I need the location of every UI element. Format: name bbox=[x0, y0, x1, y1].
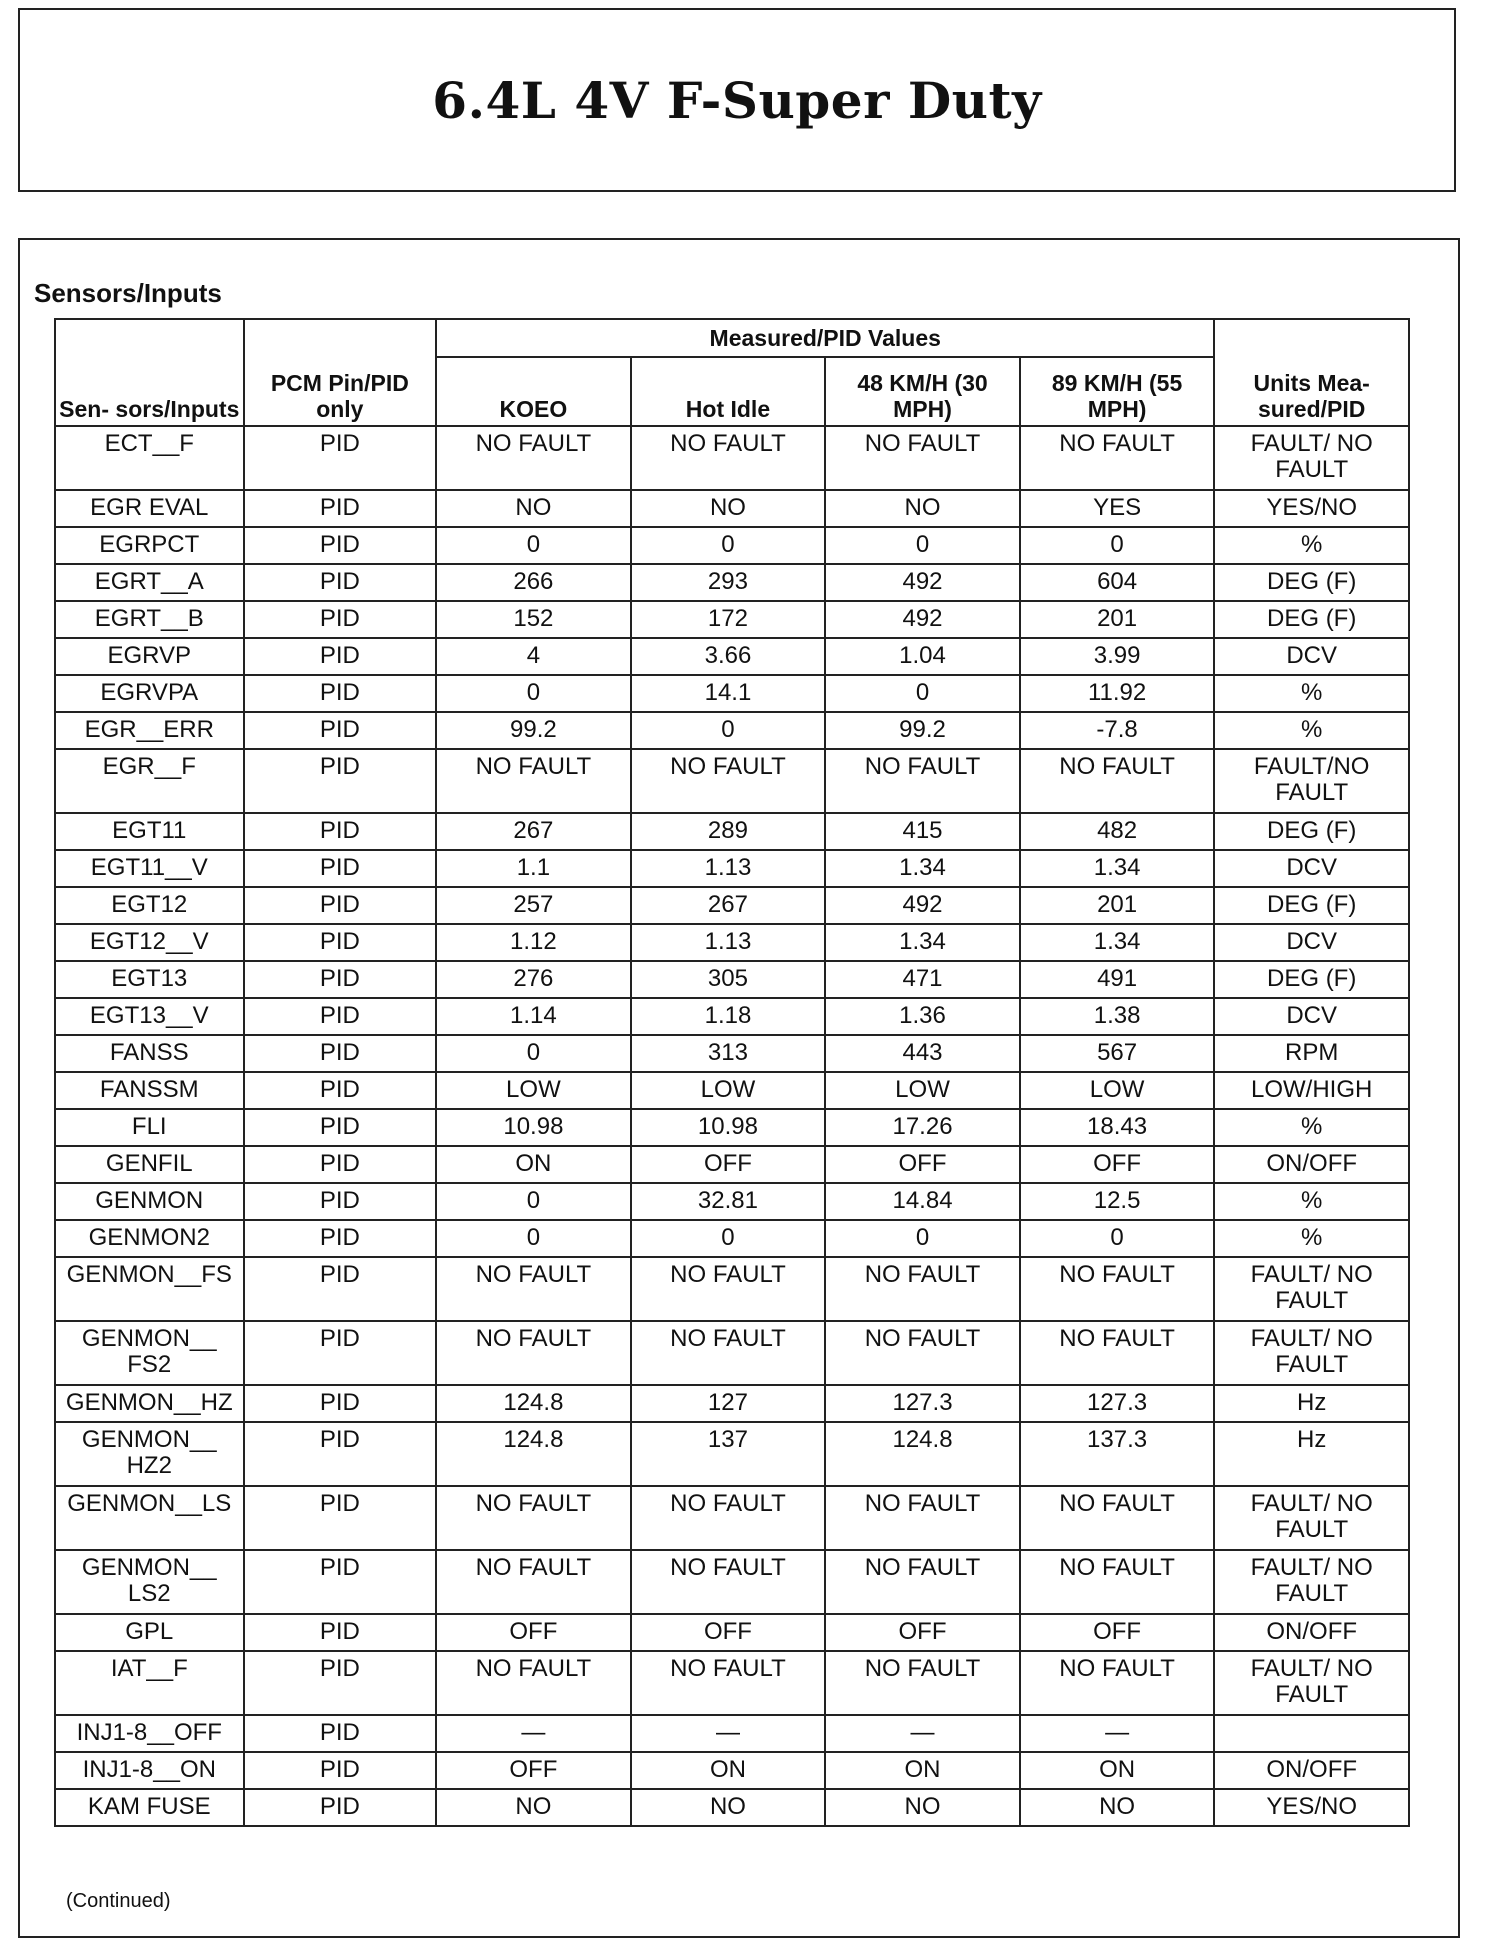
cell-sensor: EGRT__B bbox=[55, 601, 244, 638]
cell-89kmh: OFF bbox=[1020, 1146, 1215, 1183]
cell-pcm-pin: PID bbox=[244, 887, 437, 924]
cell-pcm-pin: PID bbox=[244, 998, 437, 1035]
cell-koeo: 4 bbox=[436, 638, 631, 675]
cell-koeo: LOW bbox=[436, 1072, 631, 1109]
cell-48kmh: 17.26 bbox=[825, 1109, 1020, 1146]
cell-sensor: EGRVP bbox=[55, 638, 244, 675]
cell-pcm-pin: PID bbox=[244, 1651, 437, 1715]
cell-89kmh: NO FAULT bbox=[1020, 426, 1215, 490]
continued-note: (Continued) bbox=[66, 1890, 171, 1912]
cell-sensor: FANSSM bbox=[55, 1072, 244, 1109]
cell-sensor: GPL bbox=[55, 1614, 244, 1651]
cell-units: FAULT/ NO FAULT bbox=[1214, 426, 1409, 490]
table-row bbox=[55, 1385, 1409, 1422]
table-row bbox=[55, 1035, 1409, 1072]
cell-units: FAULT/NO FAULT bbox=[1214, 749, 1409, 813]
cell-sensor: GENMON__FS bbox=[55, 1257, 244, 1321]
cell-hot-idle: 32.81 bbox=[631, 1183, 826, 1220]
cell-hot-idle: 127 bbox=[631, 1385, 826, 1422]
cell-48kmh: 443 bbox=[825, 1035, 1020, 1072]
cell-units: Hz bbox=[1214, 1385, 1409, 1422]
cell-sensor: GENMON__ HZ2 bbox=[55, 1422, 244, 1486]
cell-89kmh: -7.8 bbox=[1020, 712, 1215, 749]
cell-sensor: EGR__ERR bbox=[55, 712, 244, 749]
cell-48kmh: NO FAULT bbox=[825, 1257, 1020, 1321]
section-title: Sensors/Inputs bbox=[34, 278, 222, 308]
table-row bbox=[55, 564, 1409, 601]
cell-pcm-pin: PID bbox=[244, 1183, 437, 1220]
header-units: Units Mea- sured/PID bbox=[1214, 319, 1409, 426]
cell-89kmh: 0 bbox=[1020, 527, 1215, 564]
table-row bbox=[55, 850, 1409, 887]
cell-89kmh: 491 bbox=[1020, 961, 1215, 998]
cell-sensor: EGR__F bbox=[55, 749, 244, 813]
cell-pcm-pin: PID bbox=[244, 1715, 437, 1752]
cell-koeo: NO FAULT bbox=[436, 1486, 631, 1550]
cell-hot-idle: 289 bbox=[631, 813, 826, 850]
cell-48kmh: NO bbox=[825, 1789, 1020, 1826]
table-row bbox=[55, 1486, 1409, 1550]
cell-89kmh: 201 bbox=[1020, 601, 1215, 638]
cell-hot-idle: 0 bbox=[631, 1220, 826, 1257]
cell-pcm-pin: PID bbox=[244, 638, 437, 675]
cell-48kmh: 99.2 bbox=[825, 712, 1020, 749]
cell-sensor: EGR EVAL bbox=[55, 490, 244, 527]
cell-89kmh: NO FAULT bbox=[1020, 1550, 1215, 1614]
cell-hot-idle: NO FAULT bbox=[631, 749, 826, 813]
cell-koeo: NO FAULT bbox=[436, 1550, 631, 1614]
cell-units: ON/OFF bbox=[1214, 1614, 1409, 1651]
cell-pcm-pin: PID bbox=[244, 564, 437, 601]
cell-hot-idle: 0 bbox=[631, 527, 826, 564]
cell-koeo: NO FAULT bbox=[436, 426, 631, 490]
cell-pcm-pin: PID bbox=[244, 1146, 437, 1183]
table-row bbox=[55, 1789, 1409, 1826]
header-sensors: Sen- sors/Inputs bbox=[55, 319, 244, 426]
cell-sensor: GENFIL bbox=[55, 1146, 244, 1183]
table-row bbox=[55, 1614, 1409, 1651]
cell-48kmh: NO FAULT bbox=[825, 1321, 1020, 1385]
table-row bbox=[55, 1715, 1409, 1752]
cell-koeo: NO FAULT bbox=[436, 1321, 631, 1385]
cell-hot-idle: OFF bbox=[631, 1146, 826, 1183]
cell-89kmh: OFF bbox=[1020, 1614, 1215, 1651]
cell-48kmh: 492 bbox=[825, 601, 1020, 638]
cell-48kmh: 492 bbox=[825, 564, 1020, 601]
table-row bbox=[55, 426, 1409, 490]
cell-units: FAULT/ NO FAULT bbox=[1214, 1321, 1409, 1385]
cell-89kmh: NO FAULT bbox=[1020, 1321, 1215, 1385]
cell-hot-idle: 10.98 bbox=[631, 1109, 826, 1146]
cell-units bbox=[1214, 1715, 1409, 1752]
cell-units: YES/NO bbox=[1214, 490, 1409, 527]
table-row bbox=[55, 1220, 1409, 1257]
header-hot-idle: Hot Idle bbox=[631, 357, 826, 426]
cell-units: % bbox=[1214, 1220, 1409, 1257]
cell-pcm-pin: PID bbox=[244, 749, 437, 813]
cell-koeo: — bbox=[436, 1715, 631, 1752]
cell-pcm-pin: PID bbox=[244, 813, 437, 850]
cell-hot-idle: NO FAULT bbox=[631, 1550, 826, 1614]
cell-units: RPM bbox=[1214, 1035, 1409, 1072]
cell-48kmh: NO bbox=[825, 490, 1020, 527]
cell-koeo: 99.2 bbox=[436, 712, 631, 749]
table-row bbox=[55, 1651, 1409, 1715]
table-row bbox=[55, 1752, 1409, 1789]
cell-48kmh: 0 bbox=[825, 527, 1020, 564]
cell-hot-idle: NO FAULT bbox=[631, 1257, 826, 1321]
table-row bbox=[55, 1321, 1409, 1385]
cell-units: % bbox=[1214, 675, 1409, 712]
cell-koeo: 266 bbox=[436, 564, 631, 601]
cell-89kmh: YES bbox=[1020, 490, 1215, 527]
table-row bbox=[55, 1109, 1409, 1146]
table-row bbox=[55, 527, 1409, 564]
cell-89kmh: 137.3 bbox=[1020, 1422, 1215, 1486]
cell-koeo: ON bbox=[436, 1146, 631, 1183]
cell-sensor: ECT__F bbox=[55, 426, 244, 490]
cell-units: Hz bbox=[1214, 1422, 1409, 1486]
table-row bbox=[55, 1422, 1409, 1486]
cell-koeo: NO bbox=[436, 1789, 631, 1826]
cell-koeo: NO FAULT bbox=[436, 1651, 631, 1715]
table-row bbox=[55, 998, 1409, 1035]
cell-units: % bbox=[1214, 712, 1409, 749]
cell-koeo: 152 bbox=[436, 601, 631, 638]
cell-pcm-pin: PID bbox=[244, 1035, 437, 1072]
cell-hot-idle: 313 bbox=[631, 1035, 826, 1072]
cell-89kmh: 201 bbox=[1020, 887, 1215, 924]
cell-units: DCV bbox=[1214, 850, 1409, 887]
cell-sensor: GENMON2 bbox=[55, 1220, 244, 1257]
cell-48kmh: 1.36 bbox=[825, 998, 1020, 1035]
table-row bbox=[55, 601, 1409, 638]
cell-units: DEG (F) bbox=[1214, 564, 1409, 601]
cell-89kmh: 1.34 bbox=[1020, 924, 1215, 961]
cell-pcm-pin: PID bbox=[244, 1486, 437, 1550]
table-row bbox=[55, 1072, 1409, 1109]
cell-pcm-pin: PID bbox=[244, 1614, 437, 1651]
cell-89kmh: ON bbox=[1020, 1752, 1215, 1789]
cell-units: DEG (F) bbox=[1214, 887, 1409, 924]
cell-48kmh: OFF bbox=[825, 1614, 1020, 1651]
table-row bbox=[55, 1183, 1409, 1220]
cell-koeo: 267 bbox=[436, 813, 631, 850]
cell-pcm-pin: PID bbox=[244, 924, 437, 961]
table-row bbox=[55, 675, 1409, 712]
cell-units: FAULT/ NO FAULT bbox=[1214, 1257, 1409, 1321]
cell-sensor: EGT11__V bbox=[55, 850, 244, 887]
cell-koeo: 124.8 bbox=[436, 1385, 631, 1422]
cell-hot-idle: 137 bbox=[631, 1422, 826, 1486]
cell-koeo: 0 bbox=[436, 1035, 631, 1072]
cell-48kmh: NO FAULT bbox=[825, 426, 1020, 490]
table-row bbox=[55, 887, 1409, 924]
cell-units: DEG (F) bbox=[1214, 961, 1409, 998]
cell-koeo: 257 bbox=[436, 887, 631, 924]
cell-pcm-pin: PID bbox=[244, 1109, 437, 1146]
cell-hot-idle: 1.13 bbox=[631, 924, 826, 961]
cell-pcm-pin: PID bbox=[244, 1422, 437, 1486]
cell-48kmh: 492 bbox=[825, 887, 1020, 924]
cell-sensor: EGT12 bbox=[55, 887, 244, 924]
cell-units: DCV bbox=[1214, 924, 1409, 961]
cell-units: FAULT/ NO FAULT bbox=[1214, 1651, 1409, 1715]
title-box bbox=[18, 8, 1456, 192]
cell-sensor: GENMON bbox=[55, 1183, 244, 1220]
cell-sensor: EGT13 bbox=[55, 961, 244, 998]
cell-48kmh: 1.04 bbox=[825, 638, 1020, 675]
cell-sensor: EGT13__V bbox=[55, 998, 244, 1035]
cell-units: DEG (F) bbox=[1214, 601, 1409, 638]
table-row bbox=[55, 1146, 1409, 1183]
cell-89kmh: NO FAULT bbox=[1020, 1651, 1215, 1715]
cell-sensor: FLI bbox=[55, 1109, 244, 1146]
cell-48kmh: 1.34 bbox=[825, 850, 1020, 887]
cell-koeo: NO FAULT bbox=[436, 1257, 631, 1321]
cell-hot-idle: 172 bbox=[631, 601, 826, 638]
cell-units: % bbox=[1214, 1183, 1409, 1220]
cell-hot-idle: 305 bbox=[631, 961, 826, 998]
cell-89kmh: 1.34 bbox=[1020, 850, 1215, 887]
cell-pcm-pin: PID bbox=[244, 712, 437, 749]
cell-koeo: 1.14 bbox=[436, 998, 631, 1035]
cell-koeo: 1.12 bbox=[436, 924, 631, 961]
cell-units: DEG (F) bbox=[1214, 813, 1409, 850]
cell-hot-idle: NO FAULT bbox=[631, 426, 826, 490]
cell-koeo: 0 bbox=[436, 1183, 631, 1220]
cell-89kmh: 0 bbox=[1020, 1220, 1215, 1257]
cell-48kmh: OFF bbox=[825, 1146, 1020, 1183]
cell-sensor: EGRVPA bbox=[55, 675, 244, 712]
cell-48kmh: 0 bbox=[825, 1220, 1020, 1257]
cell-hot-idle: 0 bbox=[631, 712, 826, 749]
cell-48kmh: NO FAULT bbox=[825, 1550, 1020, 1614]
table-row bbox=[55, 924, 1409, 961]
cell-units: DCV bbox=[1214, 638, 1409, 675]
cell-hot-idle: 1.13 bbox=[631, 850, 826, 887]
table-row bbox=[55, 813, 1409, 850]
cell-sensor: KAM FUSE bbox=[55, 1789, 244, 1826]
cell-hot-idle: NO FAULT bbox=[631, 1651, 826, 1715]
cell-sensor: EGT12__V bbox=[55, 924, 244, 961]
table-row bbox=[55, 1257, 1409, 1321]
page-title: 6.4L 4V F-Super Duty bbox=[432, 70, 1042, 130]
header-89kmh: 89 KM/H (55 MPH) bbox=[1020, 357, 1215, 426]
cell-pcm-pin: PID bbox=[244, 1257, 437, 1321]
cell-sensor: GENMON__HZ bbox=[55, 1385, 244, 1422]
cell-89kmh: 18.43 bbox=[1020, 1109, 1215, 1146]
cell-hot-idle: NO FAULT bbox=[631, 1321, 826, 1385]
cell-hot-idle: NO FAULT bbox=[631, 1486, 826, 1550]
cell-koeo: NO bbox=[436, 490, 631, 527]
cell-units: FAULT/ NO FAULT bbox=[1214, 1486, 1409, 1550]
cell-koeo: 1.1 bbox=[436, 850, 631, 887]
cell-48kmh: ON bbox=[825, 1752, 1020, 1789]
cell-units: ON/OFF bbox=[1214, 1752, 1409, 1789]
cell-sensor: GENMON__ FS2 bbox=[55, 1321, 244, 1385]
cell-sensor: FANSS bbox=[55, 1035, 244, 1072]
cell-hot-idle: 293 bbox=[631, 564, 826, 601]
cell-89kmh: NO FAULT bbox=[1020, 1257, 1215, 1321]
cell-89kmh: — bbox=[1020, 1715, 1215, 1752]
cell-sensor: INJ1-8__ON bbox=[55, 1752, 244, 1789]
cell-pcm-pin: PID bbox=[244, 1072, 437, 1109]
cell-units: % bbox=[1214, 1109, 1409, 1146]
cell-48kmh: NO FAULT bbox=[825, 1486, 1020, 1550]
cell-koeo: OFF bbox=[436, 1614, 631, 1651]
cell-units: % bbox=[1214, 527, 1409, 564]
cell-89kmh: 12.5 bbox=[1020, 1183, 1215, 1220]
cell-48kmh: — bbox=[825, 1715, 1020, 1752]
cell-hot-idle: 267 bbox=[631, 887, 826, 924]
cell-89kmh: NO FAULT bbox=[1020, 1486, 1215, 1550]
cell-sensor: EGT11 bbox=[55, 813, 244, 850]
table-row bbox=[55, 961, 1409, 998]
table-row bbox=[55, 749, 1409, 813]
cell-hot-idle: — bbox=[631, 1715, 826, 1752]
cell-hot-idle: LOW bbox=[631, 1072, 826, 1109]
cell-pcm-pin: PID bbox=[244, 527, 437, 564]
cell-pcm-pin: PID bbox=[244, 850, 437, 887]
cell-koeo: 0 bbox=[436, 1220, 631, 1257]
cell-89kmh: NO bbox=[1020, 1789, 1215, 1826]
cell-sensor: INJ1-8__OFF bbox=[55, 1715, 244, 1752]
cell-89kmh: 567 bbox=[1020, 1035, 1215, 1072]
table-row bbox=[55, 712, 1409, 749]
header-measured-group: Measured/PID Values bbox=[436, 319, 1214, 357]
cell-pcm-pin: PID bbox=[244, 675, 437, 712]
cell-89kmh: 127.3 bbox=[1020, 1385, 1215, 1422]
cell-hot-idle: 3.66 bbox=[631, 638, 826, 675]
cell-89kmh: 482 bbox=[1020, 813, 1215, 850]
cell-sensor: GENMON__ LS2 bbox=[55, 1550, 244, 1614]
cell-pcm-pin: PID bbox=[244, 1385, 437, 1422]
cell-48kmh: 124.8 bbox=[825, 1422, 1020, 1486]
cell-89kmh: 11.92 bbox=[1020, 675, 1215, 712]
cell-pcm-pin: PID bbox=[244, 1321, 437, 1385]
header-koeo: KOEO bbox=[436, 357, 631, 426]
cell-48kmh: 1.34 bbox=[825, 924, 1020, 961]
cell-89kmh: NO FAULT bbox=[1020, 749, 1215, 813]
cell-koeo: 0 bbox=[436, 675, 631, 712]
cell-pcm-pin: PID bbox=[244, 490, 437, 527]
cell-units: DCV bbox=[1214, 998, 1409, 1035]
cell-hot-idle: 14.1 bbox=[631, 675, 826, 712]
header-pcm-pin: PCM Pin/PID only bbox=[244, 319, 437, 426]
cell-pcm-pin: PID bbox=[244, 601, 437, 638]
cell-89kmh: 1.38 bbox=[1020, 998, 1215, 1035]
cell-hot-idle: NO bbox=[631, 490, 826, 527]
cell-koeo: NO FAULT bbox=[436, 749, 631, 813]
cell-sensor: EGRT__A bbox=[55, 564, 244, 601]
cell-koeo: 124.8 bbox=[436, 1422, 631, 1486]
cell-units: ON/OFF bbox=[1214, 1146, 1409, 1183]
cell-koeo: OFF bbox=[436, 1752, 631, 1789]
cell-hot-idle: NO bbox=[631, 1789, 826, 1826]
cell-pcm-pin: PID bbox=[244, 1550, 437, 1614]
cell-units: FAULT/ NO FAULT bbox=[1214, 1550, 1409, 1614]
cell-48kmh: LOW bbox=[825, 1072, 1020, 1109]
table-row bbox=[55, 1550, 1409, 1614]
cell-48kmh: 471 bbox=[825, 961, 1020, 998]
cell-pcm-pin: PID bbox=[244, 426, 437, 490]
cell-units: YES/NO bbox=[1214, 1789, 1409, 1826]
cell-hot-idle: OFF bbox=[631, 1614, 826, 1651]
table-body bbox=[55, 426, 1409, 1826]
cell-pcm-pin: PID bbox=[244, 1220, 437, 1257]
cell-hot-idle: 1.18 bbox=[631, 998, 826, 1035]
table-row bbox=[55, 490, 1409, 527]
cell-koeo: 0 bbox=[436, 527, 631, 564]
cell-48kmh: NO FAULT bbox=[825, 1651, 1020, 1715]
cell-hot-idle: ON bbox=[631, 1752, 826, 1789]
cell-89kmh: 604 bbox=[1020, 564, 1215, 601]
cell-48kmh: 14.84 bbox=[825, 1183, 1020, 1220]
cell-48kmh: 127.3 bbox=[825, 1385, 1020, 1422]
header-48kmh: 48 KM/H (30 MPH) bbox=[825, 357, 1020, 426]
cell-48kmh: 0 bbox=[825, 675, 1020, 712]
cell-units: LOW/HIGH bbox=[1214, 1072, 1409, 1109]
table-row bbox=[55, 638, 1409, 675]
cell-sensor: GENMON__LS bbox=[55, 1486, 244, 1550]
cell-pcm-pin: PID bbox=[244, 1789, 437, 1826]
cell-89kmh: LOW bbox=[1020, 1072, 1215, 1109]
cell-koeo: 10.98 bbox=[436, 1109, 631, 1146]
cell-pcm-pin: PID bbox=[244, 961, 437, 998]
cell-48kmh: 415 bbox=[825, 813, 1020, 850]
cell-sensor: IAT__F bbox=[55, 1651, 244, 1715]
cell-sensor: EGRPCT bbox=[55, 527, 244, 564]
cell-koeo: 276 bbox=[436, 961, 631, 998]
pid-values-table bbox=[54, 318, 1410, 1827]
cell-48kmh: NO FAULT bbox=[825, 749, 1020, 813]
cell-pcm-pin: PID bbox=[244, 1752, 437, 1789]
cell-89kmh: 3.99 bbox=[1020, 638, 1215, 675]
